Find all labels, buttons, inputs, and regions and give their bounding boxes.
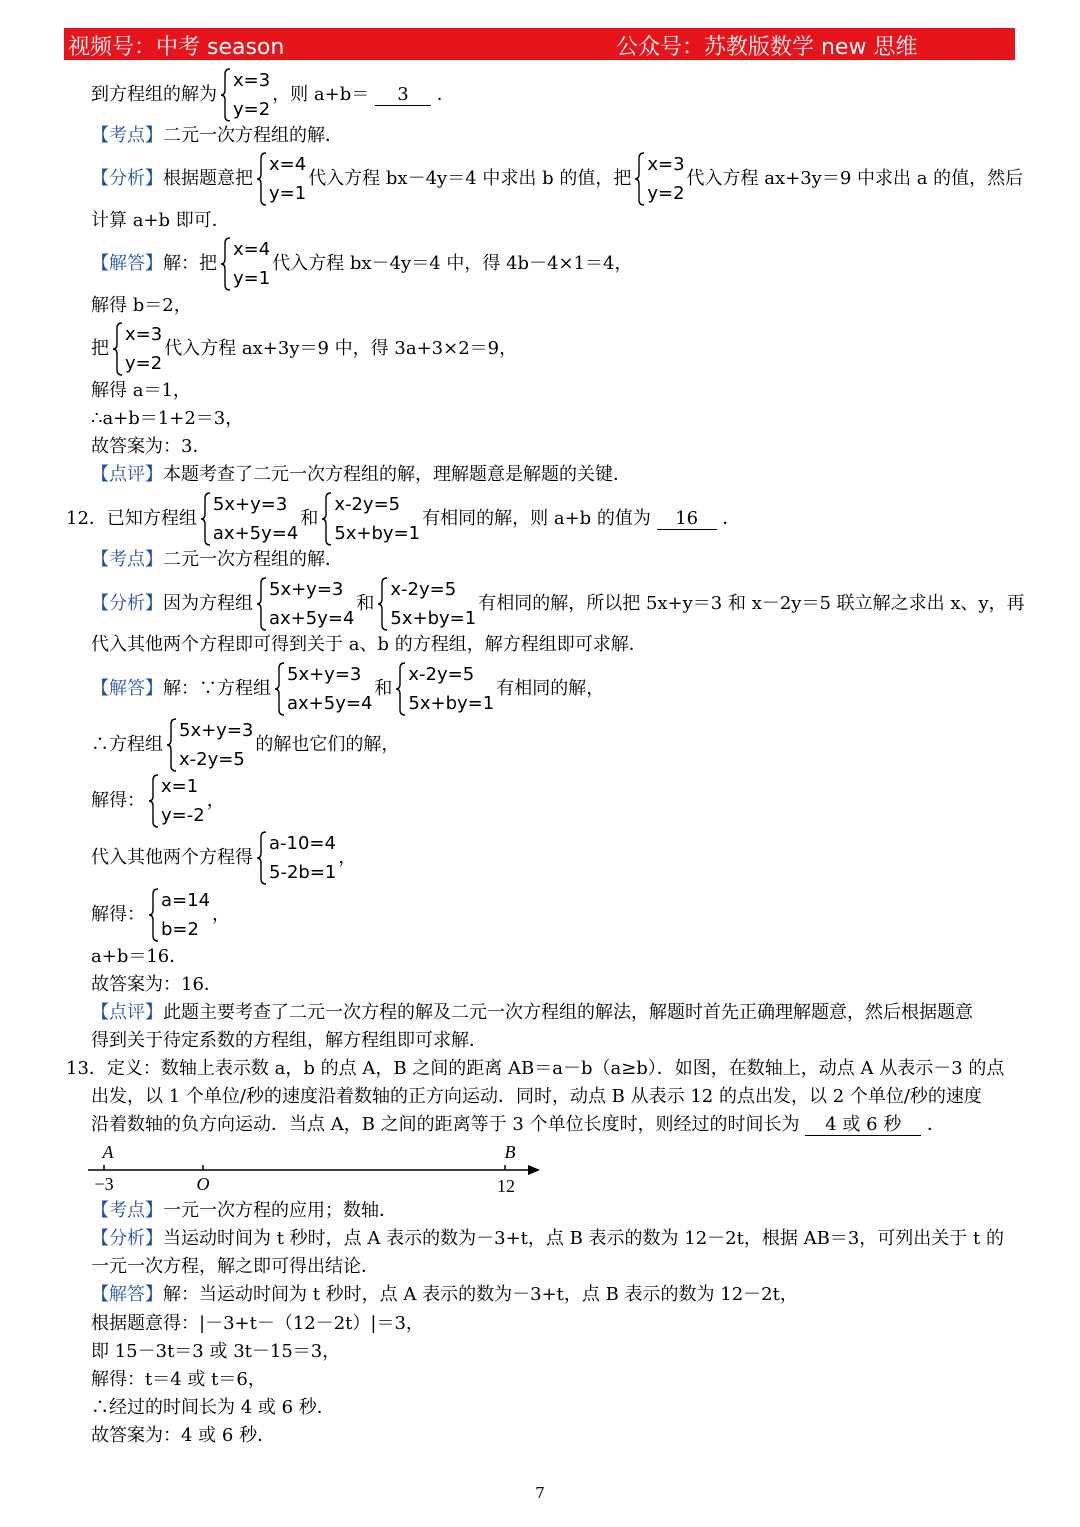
dianping-tag: 【点评】	[91, 1002, 163, 1023]
brace-icon	[321, 492, 333, 546]
text-line: 解得： x=1 y=-2 ，	[91, 772, 225, 830]
q11-text: ，则 a+b＝	[272, 84, 370, 105]
text-line: 根据题意得：|－3+t－（12－2t）|＝3，	[91, 1313, 424, 1334]
text-line: 即 15－3t＝3 或 3t－15＝3，	[91, 1341, 341, 1362]
brace-icon	[148, 774, 160, 828]
brace-icon	[634, 152, 646, 206]
text-line: 代入其他两个方程即可得到关于 a、b 的方程组，解方程组即可求解．	[91, 634, 647, 655]
text-line: 得到关于待定系数的方程组，解方程组即可求解．	[91, 1030, 487, 1051]
brace-icon	[220, 68, 232, 122]
dianping-tag: 【点评】	[91, 464, 163, 485]
brace-icon	[395, 662, 407, 716]
brace-icon	[220, 237, 232, 291]
dianping-line: 【点评】此题主要考查了二元一次方程的解及二元一次方程组的解法，解题时首先正确理解题意，然后根据题意	[91, 1002, 973, 1023]
text-line: a+b＝16．	[91, 946, 188, 967]
brace-icon	[200, 492, 212, 546]
text-line: 把 x=3 y=2 代入方程 ax+3y＝9 中，得 3a+3×2＝9，	[91, 320, 517, 378]
equation-system: x=3 y=2	[111, 320, 162, 378]
equation-system: x-2y=5 5x+by=1	[376, 575, 476, 633]
dianping-line: 【点评】本题考查了二元一次方程组的解，理解题意是解题的关键．	[91, 464, 631, 485]
brace-icon	[112, 322, 124, 376]
equation-system: x=3 y=2	[219, 66, 270, 124]
equation-system: 5x+y=3 ax+5y=4	[199, 490, 298, 548]
brace-icon	[256, 577, 268, 631]
kaodian-line: 【考点】二元一次方程组的解．	[91, 549, 343, 570]
point-label-a: A	[102, 1142, 114, 1162]
brace-icon	[256, 831, 268, 885]
kaodian-tag: 【考点】	[91, 549, 163, 570]
text-line: ∴方程组 5x+y=3 x-2y=5 的解也它们的解，	[91, 716, 399, 774]
equation-system: x=3 y=2	[633, 150, 684, 208]
brace-icon	[274, 662, 286, 716]
fenxi-tag: 【分析】	[91, 168, 163, 189]
fenxi-tag: 【分析】	[91, 593, 163, 614]
equation-system: 5x+y=3 x-2y=5	[165, 716, 253, 774]
answer-blank: 16	[657, 509, 717, 530]
header-banner	[64, 28, 1015, 60]
brace-icon	[256, 152, 268, 206]
jieda-tag: 【解答】	[91, 253, 163, 274]
equation-system: x-2y=5 5x+by=1	[320, 490, 420, 548]
jieda-line: 【解答】解：∵方程组 5x+y=3 ax+5y=4 和 x-2y=5 5x+by=1 有相同的解，	[91, 660, 604, 718]
q12-question-line: 12．已知方程组 5x+y=3 ax+5y=4 和 x-2y=5 5x+by=1 有相同的解，则 a+b 的值为 16 ．	[66, 490, 740, 548]
text-line: 故答案为：16．	[91, 974, 222, 995]
origin-label: O	[196, 1174, 210, 1194]
fenxi-line: 【分析】根据题意把 x=4 y=1 代入方程 bx－4y＝4 中求出 b 的值，把 x=3 y=2 代入方程 ax+3y＝9 中求出 a 的值，然后	[91, 150, 1023, 208]
text-line: ∴a+b＝1+2＝3，	[91, 408, 244, 429]
text-line: 故答案为：4 或 6 秒．	[91, 1425, 276, 1446]
equation-system: x=4 y=1	[255, 150, 306, 208]
header-right-text: 公众号：苏教版数学 new 思维	[616, 35, 918, 60]
jieda-tag: 【解答】	[91, 1284, 163, 1305]
tick-label-a: −3	[94, 1174, 114, 1194]
jieda-line: 【解答】解：当运动时间为 t 秒时，点 A 表示的数为－3+t，点 B 表示的数为 12－2t，	[91, 1284, 798, 1305]
fenxi-line: 【分析】因为方程组 5x+y=3 ax+5y=4 和 x-2y=5 5x+by=1 有相同的解，所以把 5x+y＝3 和 x－2y＝5 联立解之求出 x、y，再	[91, 575, 1025, 633]
tick-label-b: 12	[497, 1176, 515, 1196]
answer-blank: 3	[375, 85, 431, 106]
text-line: 沿着数轴的负方向运动．当点 A，B 之间的距离等于 3 个单位长度时，则经过的时间长为 4 或 6 秒 ．	[91, 1114, 946, 1135]
answer-blank: 4 或 6 秒	[805, 1115, 921, 1136]
kaodian-line: 【考点】二元一次方程组的解．	[91, 125, 343, 146]
q11-answer-line: 到方程组的解为 x=3 y=2 ，则 a+b＝ 3 ．	[91, 66, 455, 124]
fenxi-line: 【分析】当运动时间为 t 秒时，点 A 表示的数为－3+t，点 B 表示的数为 12－2t，根据 AB＝3，可列出关于 t 的	[91, 1228, 1004, 1249]
text-line: 解得：t＝4 或 t＝6，	[91, 1369, 266, 1390]
text-line: 解得： a=14 b=2 ，	[91, 886, 230, 944]
text-line: 一元一次方程，解之即可得出结论．	[91, 1256, 379, 1277]
text-line: ∴经过的时间长为 4 或 6 秒．	[91, 1397, 335, 1418]
text-line: 出发，以 1 个单位/秒的速度沿着数轴的正方向运动．同时，动点 B 从表示 12 的点出发，以 2 个单位/秒的速度	[91, 1086, 982, 1107]
kaodian-tag: 【考点】	[91, 125, 163, 146]
jieda-line: 【解答】解：把 x=4 y=1 代入方程 bx－4y＝4 中，得 4b－4×1＝4，	[91, 235, 633, 293]
text-line: 解得 b＝2，	[91, 295, 192, 316]
text-line: 故答案为：3．	[91, 436, 211, 457]
equation-system: a=14 b=2	[147, 886, 210, 944]
kaodian-tag: 【考点】	[91, 1200, 163, 1221]
page-number: 7	[535, 1484, 545, 1502]
arrow-icon	[528, 1165, 540, 1175]
brace-icon	[377, 577, 389, 631]
point-label-b: B	[504, 1142, 516, 1162]
equation-system: a-10=4 5-2b=1	[255, 829, 336, 887]
text-line: 代入其他两个方程得 a-10=4 5-2b=1 ，	[91, 829, 356, 887]
jieda-tag: 【解答】	[91, 678, 163, 699]
text-line: 计算 a+b 即可．	[91, 210, 230, 231]
brace-icon	[148, 888, 160, 942]
number-line-figure	[80, 1142, 550, 1198]
q11-text: 到方程组的解为	[91, 84, 217, 105]
equation-system: x=4 y=1	[219, 235, 270, 293]
brace-icon	[166, 718, 178, 772]
fenxi-tag: 【分析】	[91, 1228, 163, 1249]
equation-system: 5x+y=3 ax+5y=4	[273, 660, 372, 718]
kaodian-line: 【考点】一元一次方程的应用；数轴．	[91, 1200, 397, 1221]
header-left-text: 视频号：中考 season	[68, 35, 285, 60]
equation-system: x-2y=5 5x+by=1	[394, 660, 494, 718]
q13-question-line: 13．定义：数轴上表示数 a，b 的点 A，B 之间的距离 AB＝a－b（a≥b）．如图，在数轴上，动点 A 从表示－3 的点	[66, 1058, 1005, 1079]
text-line: 解得 a＝1，	[91, 380, 191, 401]
equation-system: 5x+y=3 ax+5y=4	[255, 575, 354, 633]
equation-system: x=1 y=-2	[147, 772, 205, 830]
